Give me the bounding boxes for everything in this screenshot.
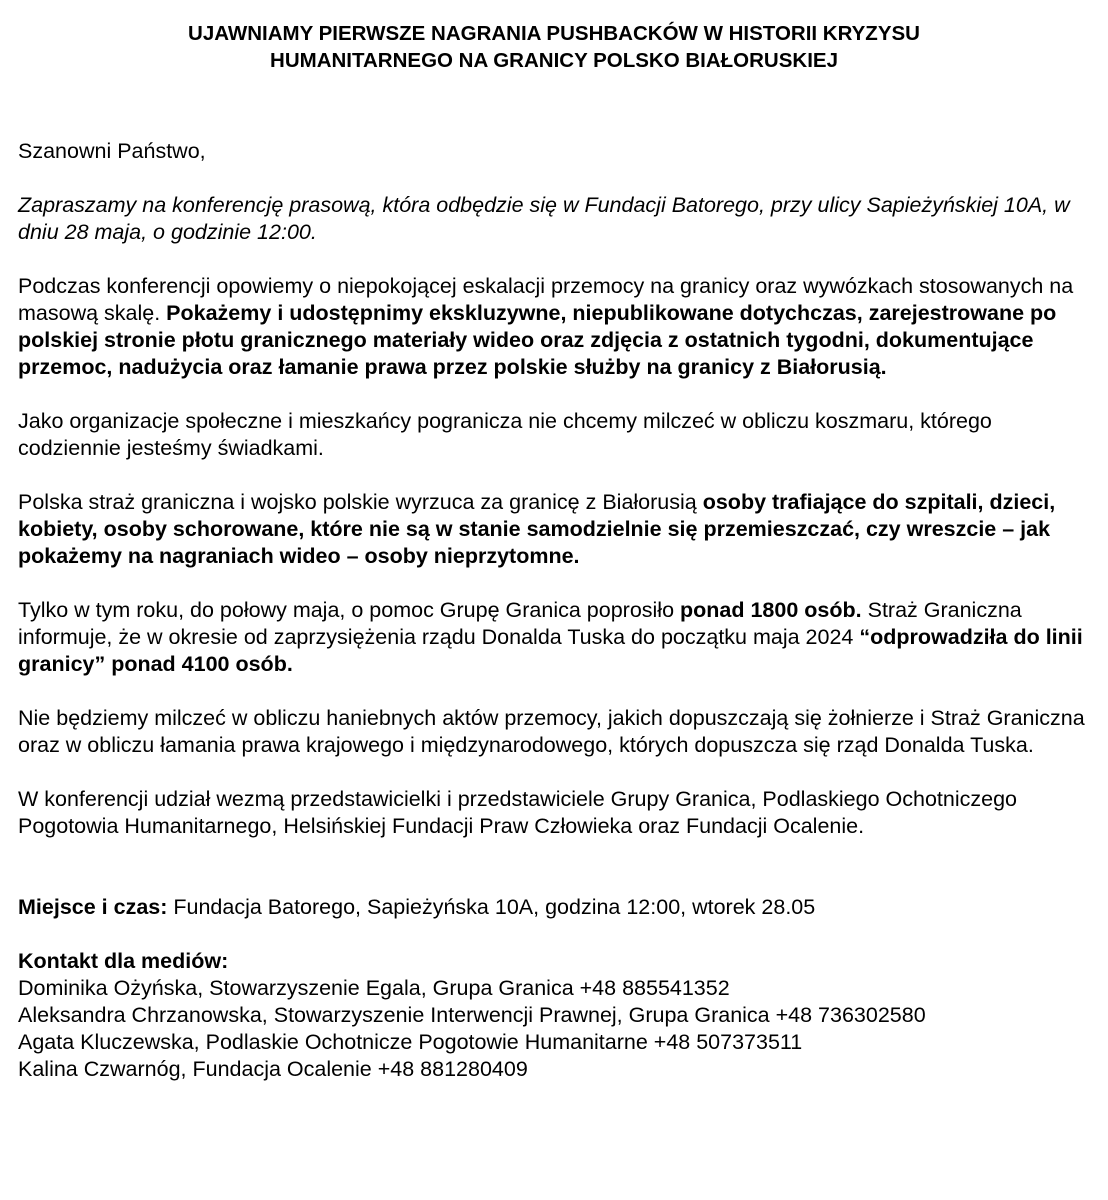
paragraph-text: Polska straż graniczna i wojsko polskie wyrzuca za granicę z Białorusią [18,490,703,514]
paragraph-pushbacks [18,489,1096,570]
contact-item: Aleksandra Chrzanowska, Stowarzyszenie Interwencji Prawnej, Grupa Granica +48 736302580 [18,1003,926,1027]
paragraph-bold-text: osoby trafiające do szpitali, dzieci, kobiety, osoby schorowane, które nie są w stanie samodzielnie się przemieszczać, czy wreszcie – jak pokażemy na nagraniach wideo – osoby nieprzytomne. [18,490,1056,568]
paragraph-conference-content [18,273,1096,381]
document-title [18,20,1096,74]
contact-item: Agata Kluczewska, Podlaskie Ochotnicze Pogotowie Humanitarne +48 507373511 [18,1030,803,1054]
title-line-1: UJAWNIAMY PIERWSZE NAGRANIA PUSHBACKÓW W HISTORII KRYZYSU [188,22,920,45]
paragraph-statistics [18,597,1096,678]
paragraph-violence: Nie będziemy milczeć w obliczu haniebnych aktów przemocy, jakich dopuszczają się żołnierze i Straż Graniczna oraz w obliczu łamania prawa krajowego i międzynarodowego, których dopuszcza się rząd Donalda Tuska. [18,706,1085,757]
contact-item: Kalina Czwarnóg, Fundacja Ocalenie +48 881280409 [18,1057,528,1081]
title-line-2: HUMANITARNEGO NA GRANICY POLSKO BIAŁORUSKIEJ [270,49,838,72]
venue-time [18,894,1096,921]
paragraph-bold-text: “odprowadziła do linii granicy” ponad 4100 osób. [18,625,1083,676]
paragraph-organizations: Jako organizacje społeczne i mieszkańcy pogranicza nie chcemy milczeć w obliczu koszmaru, którego codziennie jesteśmy świadkami. [18,409,992,460]
greeting: Szanowni Państwo, [18,139,206,163]
contacts-label: Kontakt dla mediów: [18,949,229,973]
paragraph-bold-text: Pokażemy i udostępnimy ekskluzywne, niepublikowane dotychczas, zarejestrowane po polskiej stronie płotu granicznego materiały wideo oraz zdjęcia z ostatnich tygodni, dokumentujące przemoc, nadużycia oraz łamanie prawa przez polskie służby na granicy z Białorusią. [18,301,1057,379]
venue-value: Fundacja Batorego, Sapieżyńska 10A, godzina 12:00, wtorek 28.05 [167,895,816,919]
paragraph-text: Podczas konferencji opowiemy o niepokojącej eskalacji przemocy na granicy oraz wywózkach stosowanych na masową skalę. [18,274,1074,325]
media-contacts [18,948,1096,1083]
venue-label: Miejsce i czas: [18,895,168,919]
paragraph-bold-text: ponad 1800 osób. [680,598,862,622]
invitation-paragraph: Zapraszamy na konferencję prasową, która odbędzie się w Fundacji Batorego, przy ulicy Sapieżyńskiej 10A, w dniu 28 maja, o godzinie 12:00. [18,193,1070,244]
paragraph-text: Tylko w tym roku, do połowy maja, o pomoc Grupę Granica poprosiło [18,598,681,622]
paragraph-text: Straż Graniczna informuje, że w okresie od zaprzysiężenia rządu Donalda Tuska do początku maja 2024 [18,598,1022,649]
contact-item: Dominika Ożyńska, Stowarzyszenie Egala, Grupa Granica +48 885541352 [18,976,730,1000]
paragraph-participants: W konferencji udział wezmą przedstawicielki i przedstawiciele Grupy Granica, Podlaskiego Ochotniczego Pogotowia Humanitarnego, Helsińskiej Fundacji Praw Człowieka oraz Fundacji Ocalenie. [18,787,1017,838]
